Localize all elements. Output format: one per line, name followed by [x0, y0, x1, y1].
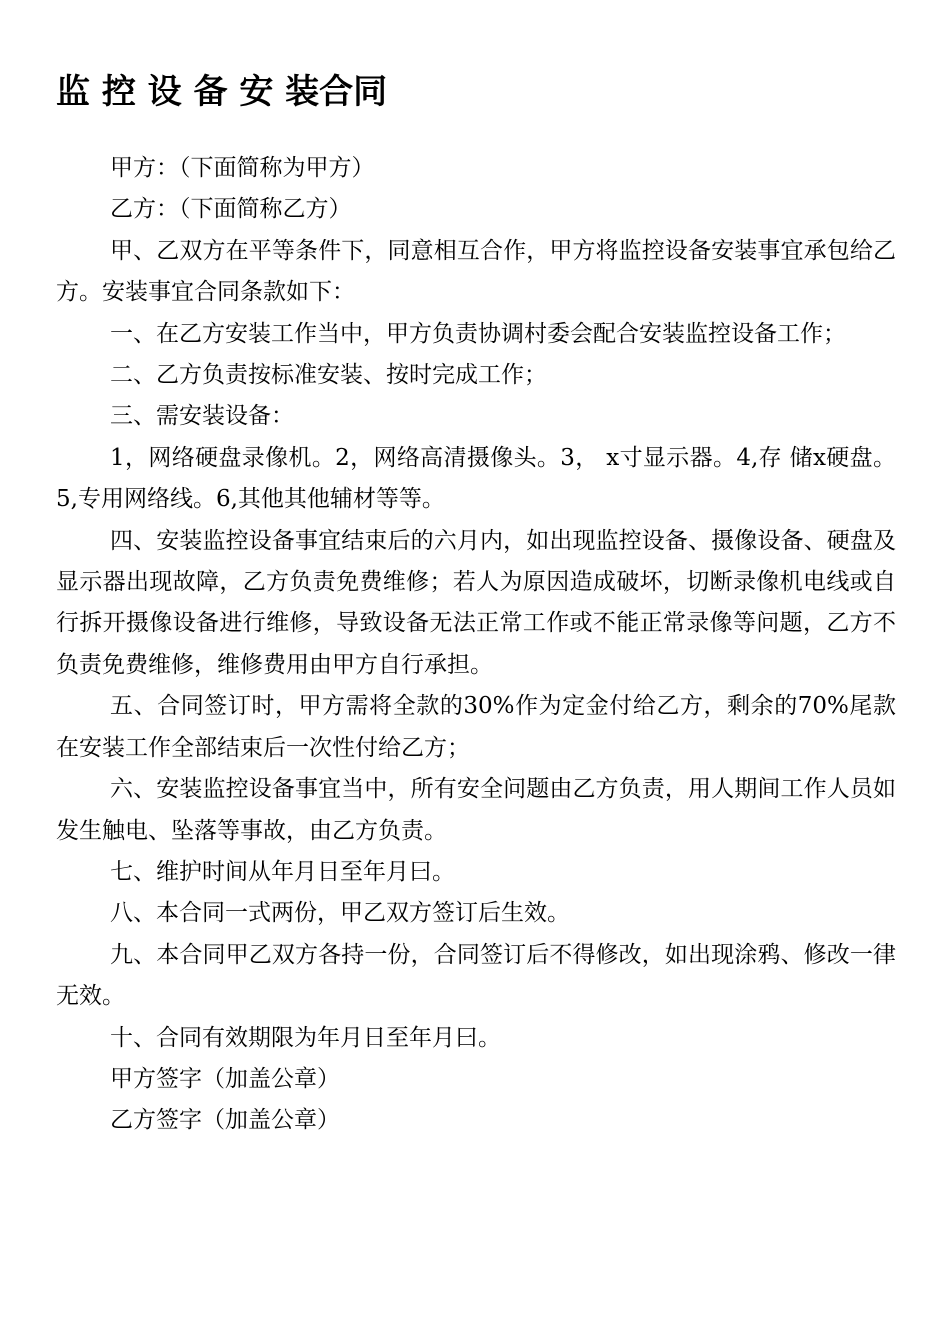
preamble-paragraph: 甲、乙双方在平等条件下，同意相互合作，甲方将监控设备安装事宜承包给乙方。安装事宜合同条款如下：: [56, 237, 896, 306]
equipment-list: 1，网络硬盘录像机。2，网络高清摄像头。3， x寸显示器。4,存 储x硬盘。5,专用网络线。6,其他其他辅材等等。: [56, 444, 896, 513]
party-a-line: 甲方：（下面简称为甲方）: [110, 155, 375, 181]
clause-1: 一、在乙方安装工作当中，甲方负责协调村委会配合安装监控设备工作；: [110, 320, 847, 347]
clause-2: 二、乙方负责按标准安装、按时完成工作；: [110, 362, 548, 389]
party-b-line: 乙方：（下面简称乙方）: [110, 196, 352, 223]
clause-8: 八、本合同一式两份，甲乙双方签订后生效。: [110, 900, 571, 927]
clause-5: 五、合同签订时，甲方需将全款的30%作为定金付给乙方，剩余的70%尾款在安装工作全部结束后一次性付给乙方；: [56, 693, 896, 761]
document-title: 监 控 设 备 安 装合同: [56, 72, 388, 112]
clause-10: 十、合同有效期限为年月日至年月曰。: [110, 1024, 502, 1051]
clause-7: 七、维护时间从年月日至年月曰。: [110, 858, 456, 885]
document-body: [56, 148, 896, 1142]
clause-3: 三、需安装设备：: [110, 403, 295, 430]
party-b-signature-line: 乙方签字（加盖公章）: [110, 1107, 341, 1134]
clause-6: 六、安装监控设备事宜当中，所有安全问题由乙方负责，用人期间工作人员如发生触电、坠落等事故，由乙方负责。: [56, 776, 896, 844]
clause-9: 九、本合同甲乙双方各持一份，合同签订后不得修改，如出现涂鸦、修改一律无效。: [56, 941, 896, 1010]
party-a-signature-line: 甲方签字（加盖公章）: [110, 1065, 341, 1092]
clause-4: 四、安装监控设备事宜结束后的六月内，如出现监控设备、摄像设备、硬盘及显示器出现故障，乙方负责免费维修；若人为原因造成破坏，切断录像机电线或自行拆开摄像设备进行维修，导致设备无法正常工作或不能正常录像等问题，乙方不负责免费维修，维修费用由甲方自行承担。: [56, 527, 896, 678]
